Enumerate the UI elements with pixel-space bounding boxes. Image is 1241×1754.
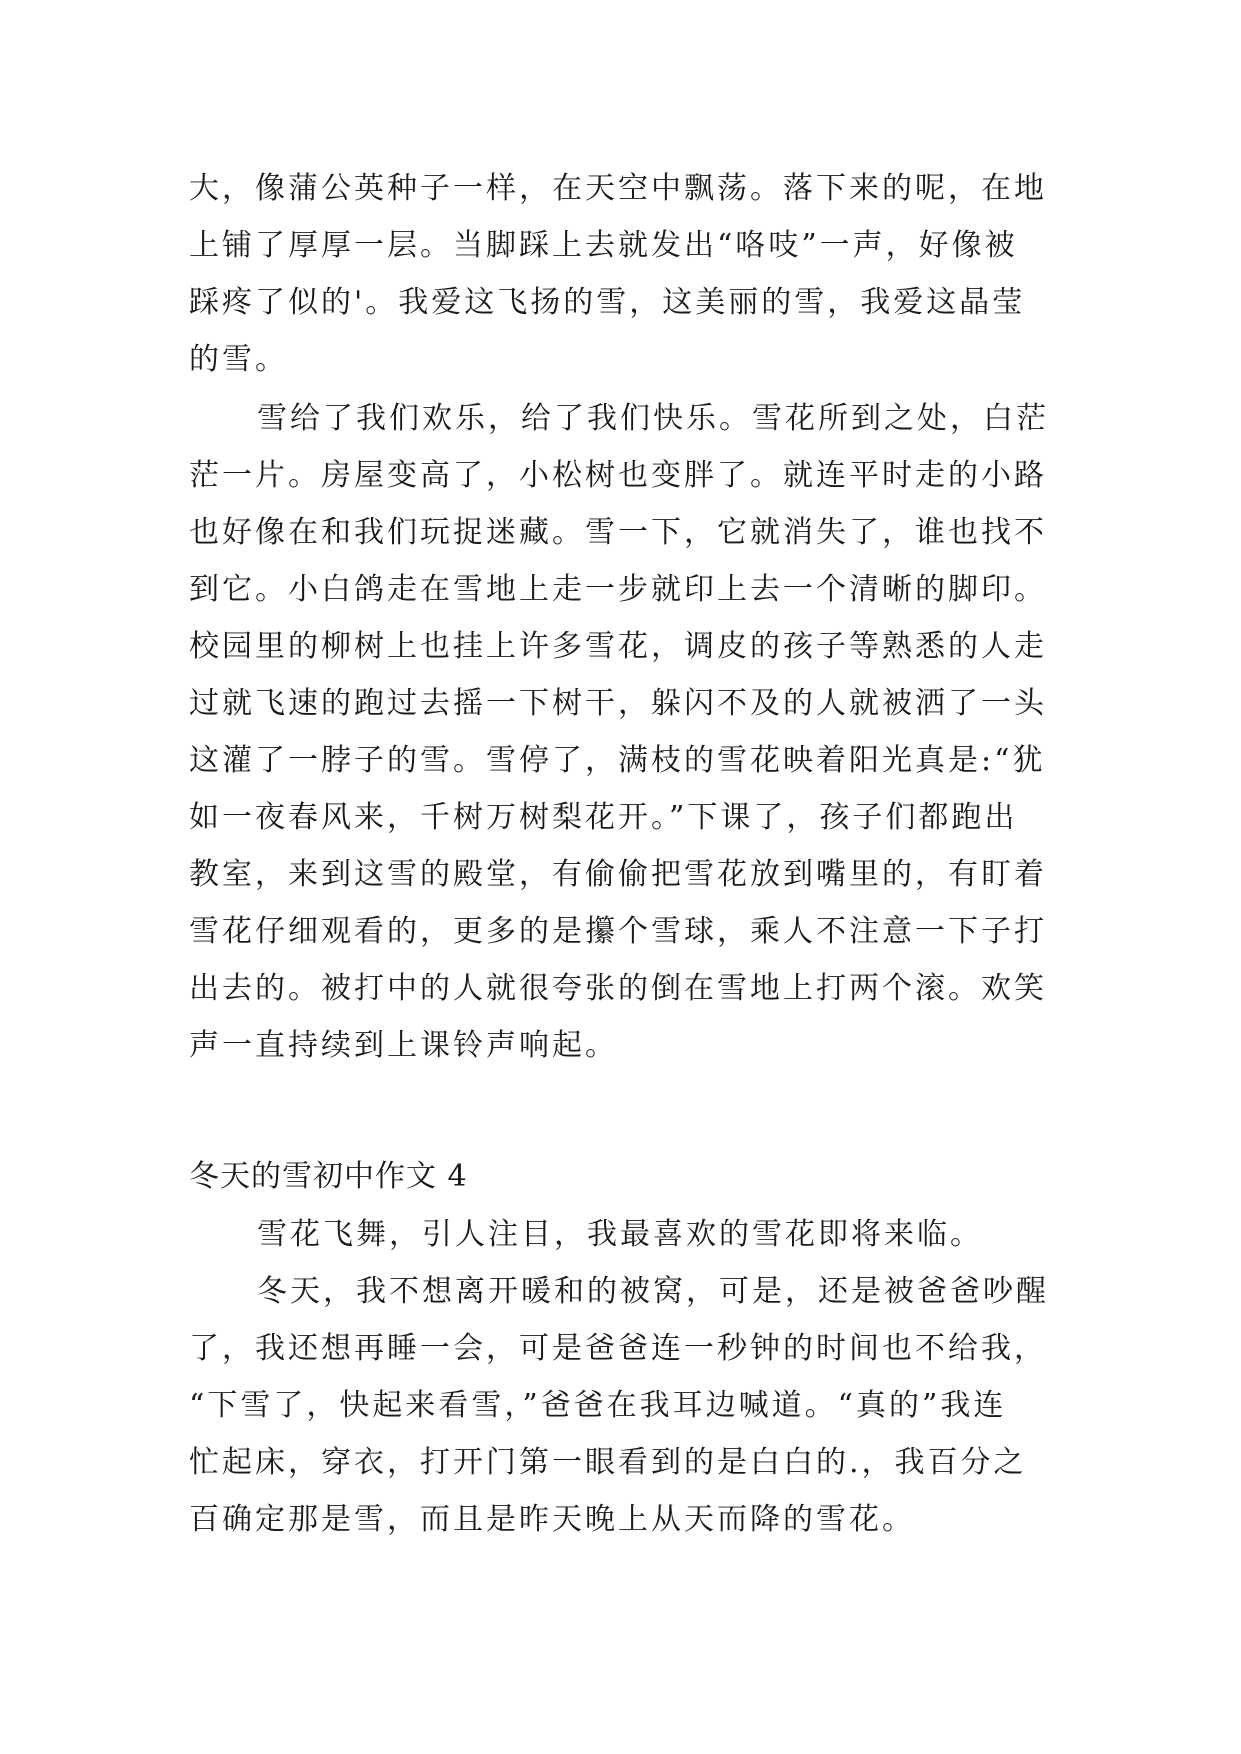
- text-line: 雪给了我们欢乐，给了我们快乐。雪花所到之处，白茫: [257, 401, 1049, 436]
- text-line: 忙起床，穿衣，打开门第一眼看到的是白白的.，我百分之: [189, 1445, 1027, 1480]
- text-line: 如一夜春风来，千树万树梨花开。”下课了，孩子们都跑出: [189, 800, 1018, 835]
- text-line: 校园里的柳树上也挂上许多雪花，调皮的孩子等熟悉的人走: [189, 629, 1047, 664]
- text-line: 茫一片。房屋变高了，小松树也变胖了。就连平时走的小路: [189, 458, 1047, 493]
- section-heading: 冬天的雪初中作文 4: [189, 1159, 468, 1194]
- text-line: 百确定那是雪，而且是昨天晚上从天而降的雪花。: [189, 1502, 915, 1537]
- text-line: 这灌了一脖子的雪。雪停了，满枝的雪花映着阳光真是:“犹: [189, 743, 1046, 778]
- text-line: 踩疼了似的'。我爱这飞扬的雪，这美丽的雪，我爱这晶莹: [189, 285, 1026, 320]
- text-line: 上铺了厚厚一层。当脚踩上去就发出“咯吱”一声，好像被: [189, 228, 1018, 263]
- text-line: 教室，来到这雪的殿堂，有偷偷把雪花放到嘴里的，有盯着: [189, 857, 1047, 892]
- text-line: 雪花仔细观看的，更多的是攥个雪球，乘人不注意一下子打: [189, 914, 1047, 949]
- paragraph-2: [189, 390, 1059, 1074]
- paragraph-3: [189, 1206, 1059, 1548]
- text-line: 声一直持续到上课铃声响起。: [189, 1028, 618, 1063]
- text-line: 过就飞速的跑过去摇一下树干，躲闪不及的人就被洒了一头: [189, 686, 1047, 721]
- text-line: 冬天，我不想离开暖和的被窝，可是，还是被爸爸吵醒: [257, 1274, 1049, 1309]
- text-line: 到它。小白鸽走在雪地上走一步就印上去一个清晰的脚印。: [189, 572, 1047, 607]
- text-line: 大，像蒲公英种子一样，在天空中飘荡。落下来的呢，在地: [189, 171, 1047, 206]
- text-line: 的雪。: [189, 342, 288, 377]
- text-line: 了，我还想再睡一会，可是爸爸连一秒钟的时间也不给我，: [189, 1331, 1047, 1366]
- paragraph-1: [189, 160, 1059, 388]
- text-line: 雪花飞舞，引人注目，我最喜欢的雪花即将来临。: [257, 1217, 983, 1252]
- text-line: 也好像在和我们玩捉迷藏。雪一下，它就消失了，谁也找不: [189, 515, 1047, 550]
- text-line: 出去的。被打中的人就很夸张的倒在雪地上打两个滚。欢笑: [189, 971, 1047, 1006]
- text-line: “下雪了，快起来看雪，”爸爸在我耳边喊道。“真的”我连: [189, 1388, 1007, 1423]
